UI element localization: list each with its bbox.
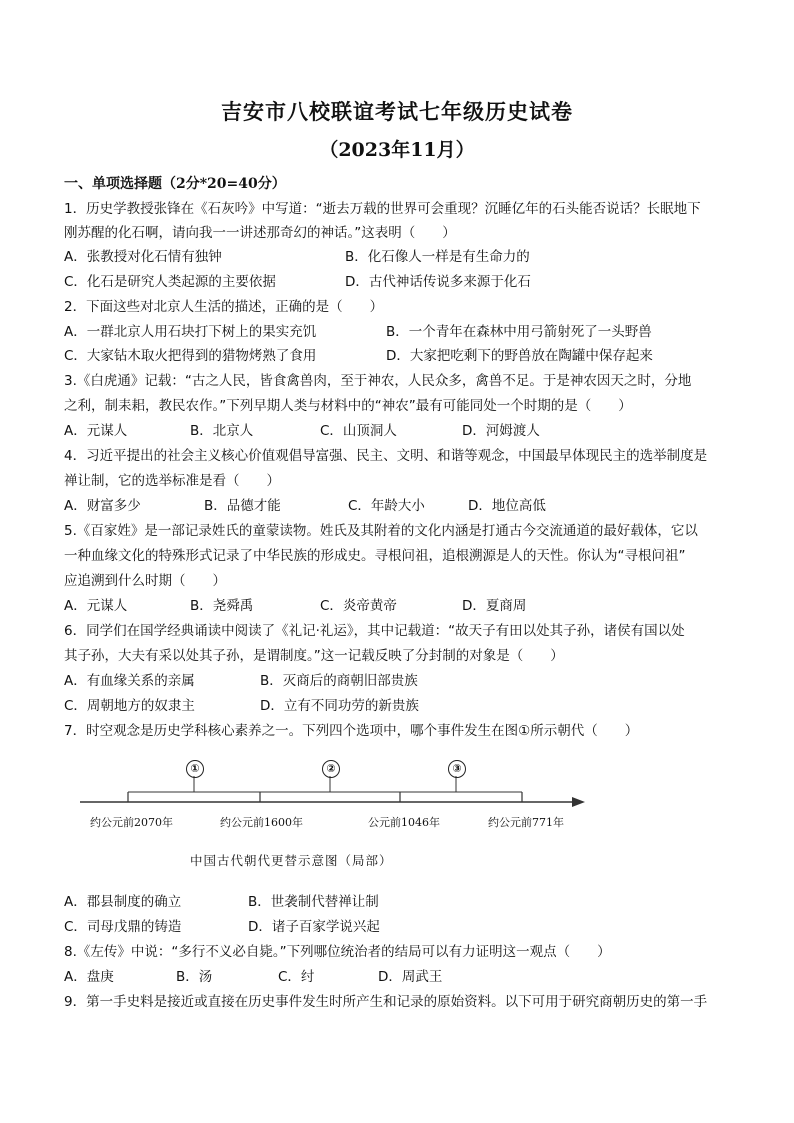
q2-option-c: C．大家钻木取火把得到的猎物烤熟了食用 <box>64 348 317 364</box>
q5-option-b: B．尧舜禹 <box>190 598 254 614</box>
q6-option-c: C．周朝地方的奴隶主 <box>64 698 195 714</box>
q7-option-c: C．司母戊鼎的铸造 <box>64 919 182 935</box>
q4-option-b: B．品德才能 <box>204 498 281 514</box>
q7-option-d: D．诸子百家学说兴起 <box>248 919 380 935</box>
q1-option-b: B．化石像人一样是有生命力的 <box>345 249 530 265</box>
q7-line-1: 7．时空观念是历史学科核心素养之一。下列四个选项中，哪个事件发生在图①所示朝代（ ） <box>64 723 639 739</box>
q1-line-1: 1．历史学教授张锋在《石灰吟》中写道：“逝去万载的世界可会重现？沉睡亿年的石头能否说话？长眠地下 <box>64 201 701 217</box>
q3-line-2: 之利，制耒耜，教民农作。”下列早期人类与材料中的“神农”最有可能同处一个时期的是（ ） <box>64 398 632 414</box>
q6-option-a: A．有血缘关系的亲属 <box>64 673 195 689</box>
q6-option-d: D．立有不同功劳的新贵族 <box>260 698 419 714</box>
marker-2: ② <box>322 760 340 778</box>
q3-option-c: C．山顶洞人 <box>320 423 397 439</box>
q5-line-3: 应追溯到什么时期（ ） <box>64 573 226 589</box>
dynasty-timeline-figure <box>60 752 600 892</box>
q5-option-d: D．夏商周 <box>462 598 527 614</box>
q6-line-1: 6．同学们在国学经典诵读中阅读了《礼记·礼运》，其中记载道：“故天子有田以处其子孙，诸侯有国以处 <box>64 623 685 639</box>
q3-option-d: D．河姆渡人 <box>462 423 540 439</box>
q3-option-a: A．元谋人 <box>64 423 128 439</box>
q7-option-a: A．郡县制度的确立 <box>64 894 182 910</box>
q8-option-c: C．纣 <box>278 969 315 985</box>
marker-3: ③ <box>448 760 466 778</box>
q2-option-a: A．一群北京人用石块打下树上的果实充饥 <box>64 324 317 340</box>
date-label-3: 公元前1046年 <box>368 816 440 829</box>
q4-option-d: D．地位高低 <box>468 498 546 514</box>
exam-date: （2023年11月） <box>319 139 475 161</box>
q8-option-b: B．汤 <box>176 969 213 985</box>
timeline-caption: 中国古代朝代更替示意图（局部） <box>190 853 393 868</box>
date-label-1: 约公元前2070年 <box>90 816 173 829</box>
q8-option-a: A．盘庚 <box>64 969 114 985</box>
q1-line-2: 刚苏醒的化石啊，请向我一一讲述那奇幻的神话。”这表明（ ） <box>64 225 456 241</box>
date-label-4: 约公元前771年 <box>488 816 564 829</box>
q6-option-b: B．灭商后的商朝旧部贵族 <box>260 673 418 689</box>
section-heading: 一、单项选择题（2分*20=40分） <box>64 176 286 192</box>
q4-option-c: C．年龄大小 <box>348 498 425 514</box>
q1-option-a: A．张教授对化石情有独钟 <box>64 249 222 265</box>
q5-option-c: C．炎帝黄帝 <box>320 598 397 614</box>
date-label-2: 约公元前1600年 <box>220 816 303 829</box>
q1-option-d: D．古代神话传说多来源于化石 <box>345 274 531 290</box>
q4-line-2: 禅让制，它的选举标准是看（ ） <box>64 473 280 489</box>
q2-line-1: 2．下面这些对北京人生活的描述，正确的是（ ） <box>64 299 384 315</box>
q4-option-a: A．财富多少 <box>64 498 141 514</box>
q8-option-d: D．周武王 <box>378 969 443 985</box>
q2-option-d: D．大家把吃剩下的野兽放在陶罐中保存起来 <box>386 348 653 364</box>
q1-option-c: C．化石是研究人类起源的主要依据 <box>64 274 276 290</box>
q3-line-1: 3.《白虎通》记载：“古之人民，皆食禽兽肉，至于神农，人民众多，禽兽不足。于是神农因天之时，分地 <box>64 373 692 389</box>
q5-line-2: 一种血缘文化的特殊形式记录了中华民族的形成史。寻根问祖，追根溯源是人的天性。你认为“寻根问祖” <box>64 548 686 564</box>
q5-option-a: A．元谋人 <box>64 598 128 614</box>
timeline-arrowhead <box>572 797 585 807</box>
q6-line-2: 其子孙，大夫有采以处其子孙，是谓制度。”这一记载反映了分封制的对象是（ ） <box>64 648 564 664</box>
q3-option-b: B．北京人 <box>190 423 254 439</box>
q9-line-1: 9．第一手史料是接近或直接在历史事件发生时所产生和记录的原始资料。以下可用于研究商朝历史的第一手 <box>64 994 708 1010</box>
q4-line-1: 4．习近平提出的社会主义核心价值观倡导富强、民主、文明、和谐等观念，中国最早体现民主的选举制度是 <box>64 448 708 464</box>
q7-option-b: B．世袭制代替禅让制 <box>248 894 379 910</box>
exam-title: 吉安市八校联谊考试七年级历史试卷 <box>221 99 573 124</box>
q8-line-1: 8.《左传》中说：“多行不义必自毙。”下列哪位统治者的结局可以有力证明这一观点（ ） <box>64 944 611 960</box>
q5-line-1: 5.《百家姓》是一部记录姓氏的童蒙读物。姓氏及其附着的文化内涵是打通古今交流通道的最好载体，它以 <box>64 523 698 539</box>
marker-1: ① <box>186 760 204 778</box>
q2-option-b: B．一个青年在森林中用弓箭射死了一头野兽 <box>386 324 652 340</box>
